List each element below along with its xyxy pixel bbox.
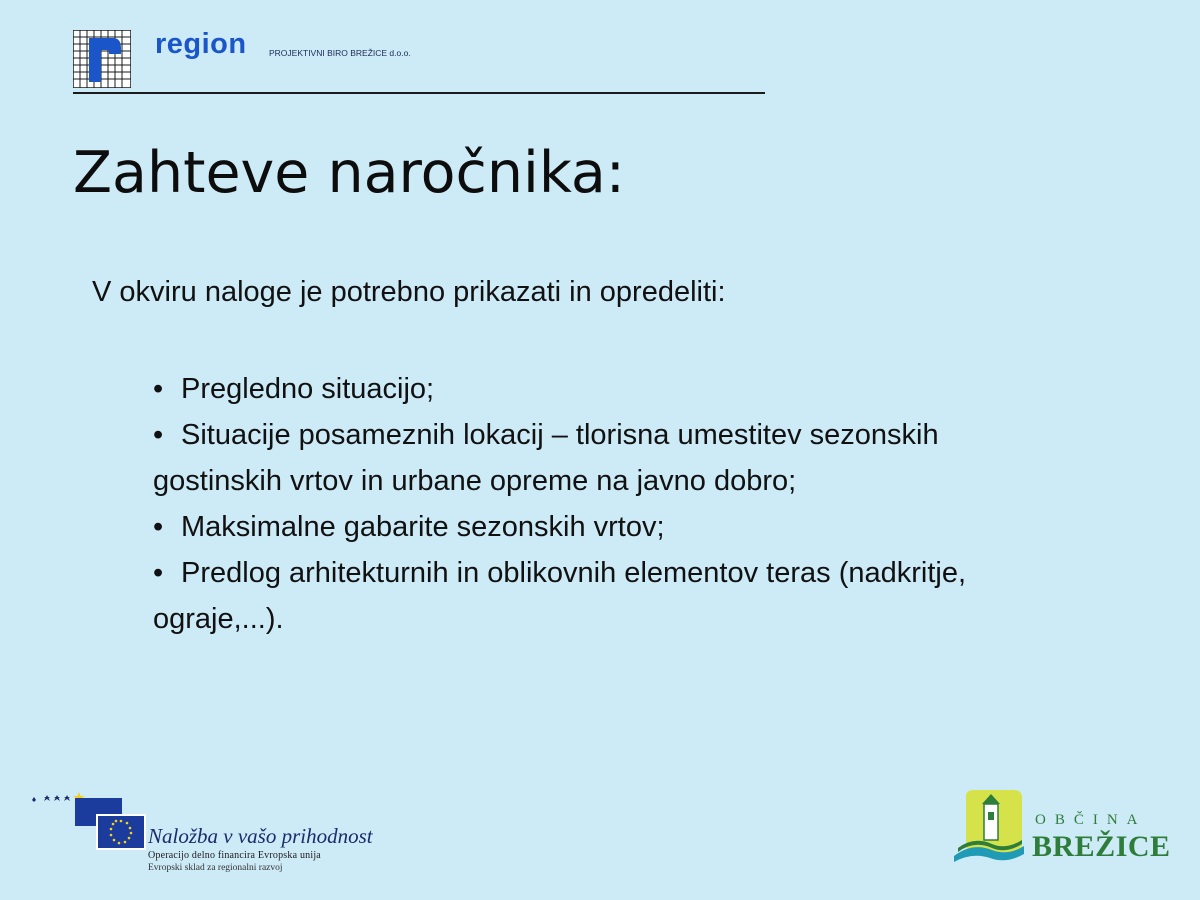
- bullet-text: Pregledno situacijo;: [181, 373, 435, 405]
- list-item: [153, 550, 1113, 642]
- brand-name: region: [155, 28, 247, 60]
- bullet-text-continued: gostinskih vrtov in urbane opreme na javno dobro;: [153, 465, 797, 497]
- municipality-label: OBČINA: [1035, 812, 1147, 828]
- bullet-icon: •: [153, 373, 164, 405]
- region-logo-icon: [73, 30, 131, 88]
- eu-slogan: Naložba v vašo prihodnost: [148, 824, 373, 848]
- bullet-icon: •: [153, 557, 164, 589]
- bullet-list: [153, 366, 1113, 642]
- bullet-text: Predlog arhitekturnih in oblikovnih elementov teras (nadkritje,: [181, 557, 967, 589]
- brand-subtitle: PROJEKTIVNI BIRO BREŽICE d.o.o.: [269, 48, 411, 58]
- list-item: [153, 504, 1113, 550]
- bullet-text: Maksimalne gabarite sezonskih vrtov;: [181, 511, 665, 543]
- brezice-emblem-icon: [952, 788, 1027, 868]
- bullet-text-continued: ograje,...).: [153, 603, 284, 635]
- municipality-name: BREŽICE: [1032, 830, 1171, 863]
- intro-text: V okviru naloge je potrebno prikazati in opredeliti:: [92, 276, 726, 308]
- eu-fund-text: Evropski sklad za regionalni razvoj: [148, 863, 283, 873]
- bullet-icon: •: [153, 511, 164, 543]
- bullet-icon: •: [153, 419, 164, 451]
- slide-title: Zahteve naročnika:: [73, 140, 625, 206]
- bullet-text: Situacije posameznih lokacij – tlorisna umestitev sezonskih: [181, 419, 939, 451]
- eu-cofinancing-text: Operacijo delno financira Evropska unija: [148, 850, 321, 861]
- list-item: [153, 412, 1113, 504]
- header-divider: [73, 92, 765, 94]
- list-item: [153, 366, 1113, 412]
